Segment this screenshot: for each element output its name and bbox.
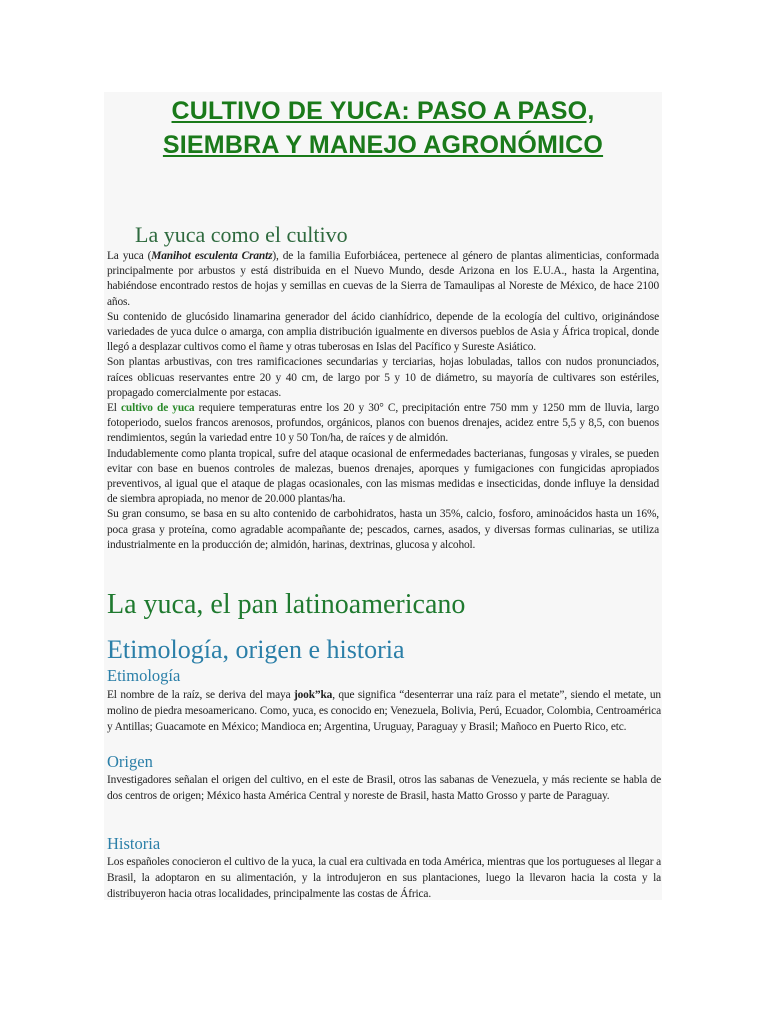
paragraph: Su contenido de glucósido linamarina generador del ácido cianhídrico, depende de la ecología del cultivo, originándose variedades de yuca dulce o amarga, con amplia distribución igualmente en diversos pueblos de Asia y África tropical, donde llegó a desplazar cultivos como el ñame y otras tuberosas en Islas del Pacífico y Sureste Asiático.	[107, 310, 659, 354]
cultivo-link[interactable]: cultivo de yuca	[121, 402, 195, 415]
section-subheading-etimologia: Etimología, origen e historia	[107, 635, 405, 664]
paragraph: Indudablemente como planta tropical, sufre del ataque ocasional de enfermedades bacterianas, fungosas y virales, se pueden evitar con base en buenos controles de malezas, buenos drenajes, aporques y fumigaciones con fungicidas apropiados preventivos, al igual que el ataque de plagas ocasionales, con las mismas medidas e insecticidas, donde influye la densidad de siembra apropiada, no menor de 20.000 plantas/ha.	[107, 447, 659, 506]
paragraph: Su gran consumo, se basa en su alto contenido de carbohidratos, hasta un 35%, calcio, fosforo, aminoácidos hasta un 16%, poca grasa y proteína, como agradable acompañante de; pescados, carnes, asados, y diversas formas culinarias, se utiliza industrialmente en la producción de; almidón, harinas, dextrinas, glucosa y alcohol.	[107, 508, 659, 551]
paragraph-origen: Investigadores señalan el origen del cultivo, en el este de Brasil, otros las sabanas de Venezuela, y más reciente se habla de dos centros de origen; México hasta América Central y noreste de Brasil, hasta Matto Grosso y parte de Paraguay.	[107, 774, 661, 802]
paragraph: Son plantas arbustivas, con tres ramificaciones secundarias y terciarias, hojas lobuladas, tallos con nudos pronunciados, raíces oblicuas reservantes entre 20 y 40 cm, de largo por 5 y 10 de diámetro, su mayoría de cultivares son estériles, propagado comercialmente por estacas.	[107, 356, 659, 399]
heading-historia: Historia	[107, 834, 161, 853]
section-heading-pan: La yuca, el pan latinoamericano	[107, 589, 466, 620]
paragraph: El cultivo de yuca requiere temperaturas entre los 20 y 30° C, precipitación entre 750 mm y 1250 mm de lluvia, largo fotoperiodo, suelos francos arenosos, profundos, orgánicos, planos con buenos drenajes, acidez entre 5,5 y 8,5, con buenos rendimientos, según la variedad entre 10 y 50 Ton/ha, de raíces y de almidón.	[107, 402, 659, 445]
maya-word: jook”ka	[293, 689, 333, 701]
heading-origen: Origen	[107, 752, 153, 771]
title-line-1: CULTIVO DE YUCA: PASO A PASO,	[171, 97, 595, 125]
scientific-name: Manihot esculenta Crantz	[151, 250, 273, 262]
section-body-cultivo	[107, 249, 659, 553]
paragraph-historia: Los españoles conocieron el cultivo de la yuca, la cual era cultivada en toda América, mientras que los portugueses al llegar a Brasil, la adoptaron en su alimentación, y la introdujeron en sus plantaciones, luego la llevaron hacia la costa y la distribuyeron hacia otras localidades, principalmente las costas de África.	[107, 856, 661, 900]
section-heading-cultivo: La yuca como el cultivo	[135, 222, 348, 247]
title-line-2: SIEMBRA Y MANEJO AGRONÓMICO	[162, 131, 604, 159]
document-title	[104, 92, 662, 162]
heading-etimologia: Etimología	[107, 666, 181, 685]
paragraph: La yuca (Manihot esculenta Crantz), de la familia Euforbiácea, pertenece al género de plantas alimenticias, conformada principalmente por arbustos y está distribuida en el Nuevo Mundo, desde Arizona en los E.U.A., hasta la Argentina, habiéndose encontrado restos de hojas y semillas en cuevas de la Sierra de Tamaulipas al Noreste de México, de hace 2100 años.	[107, 250, 659, 308]
paragraph-etimologia: El nombre de la raíz, se deriva del maya jook”ka, que significa “desenterrar una raíz para el metate”, siendo el metate, un molino de piedra mesoamericano. Como, yuca, es conocido en; Venezuela, Bolivia, Perú, Ecuador, Colombia, Centroamérica y Antillas; Guacamote en México; Mandioca en; Argentina, Uruguay, Paraguay y Brasil; Mañoco en Puerto Rico, etc.	[107, 689, 661, 733]
document-page	[104, 92, 662, 900]
